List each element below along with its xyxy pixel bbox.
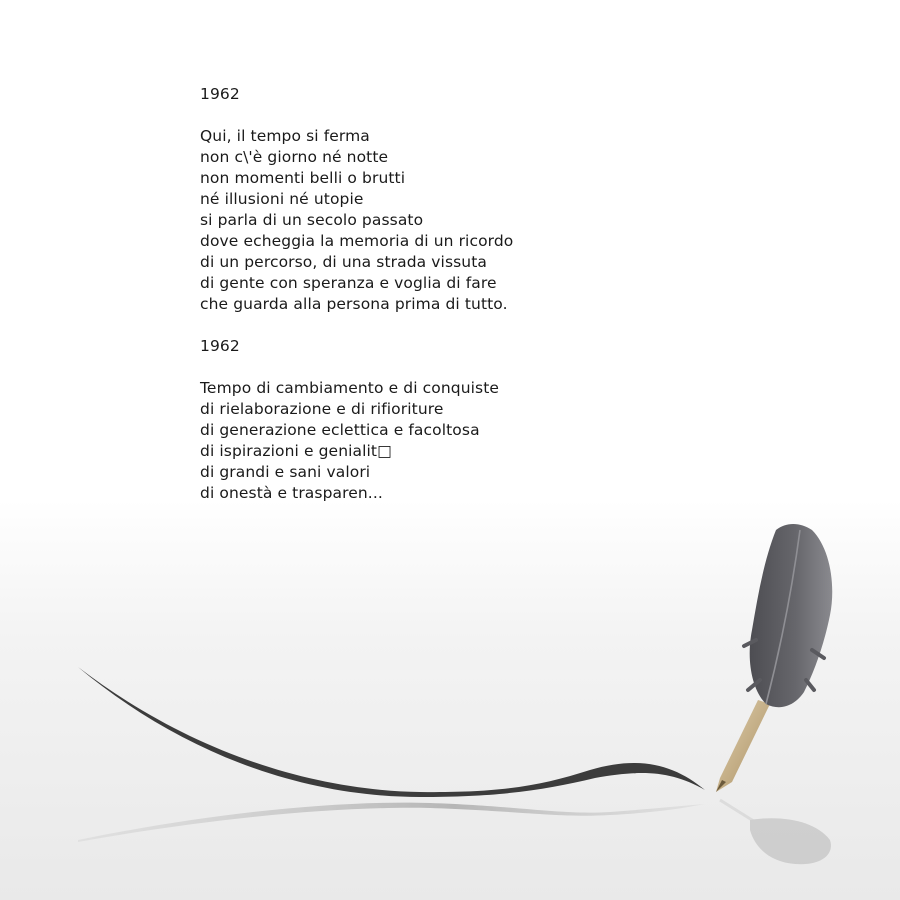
poem-text bbox=[200, 84, 760, 504]
stanza bbox=[200, 84, 760, 105]
poem-line: di un percorso, di una strada vissuta bbox=[200, 253, 488, 271]
poem-line: di rielaborazione e di rifioriture bbox=[200, 400, 444, 418]
ink-stroke-reflection bbox=[78, 803, 705, 842]
poem-line: né illusioni né utopie bbox=[200, 190, 364, 208]
poem-line: di gente con speranza e voglia di fare bbox=[200, 274, 497, 292]
poem-line: di grandi e sani valori bbox=[200, 463, 371, 481]
stanza bbox=[200, 336, 760, 357]
poem-line: di generazione eclettica e facoltosa bbox=[200, 421, 480, 439]
quill-pen-icon bbox=[716, 524, 832, 792]
poem-line: di onestà e trasparen... bbox=[200, 484, 383, 502]
poem-line: non momenti belli o brutti bbox=[200, 169, 406, 187]
poem-line: 1962 bbox=[200, 337, 240, 355]
ink-stroke bbox=[78, 667, 705, 797]
poem-line: non c\'è giorno né notte bbox=[200, 148, 389, 166]
poem-line: dove echeggia la memoria di un ricordo bbox=[200, 232, 514, 250]
poem-line: Qui, il tempo si ferma bbox=[200, 127, 370, 145]
poem-line: Tempo di cambiamento e di conquiste bbox=[200, 379, 500, 397]
poem-line: si parla di un secolo passato bbox=[200, 211, 424, 229]
poem-line: di ispirazioni e genialit□ bbox=[200, 442, 392, 460]
poem-line: 1962 bbox=[200, 85, 240, 103]
feather-reflection bbox=[720, 800, 831, 864]
poem-line: che guarda alla persona prima di tutto. bbox=[200, 295, 508, 313]
stanza bbox=[200, 378, 760, 504]
stanza bbox=[200, 126, 760, 315]
